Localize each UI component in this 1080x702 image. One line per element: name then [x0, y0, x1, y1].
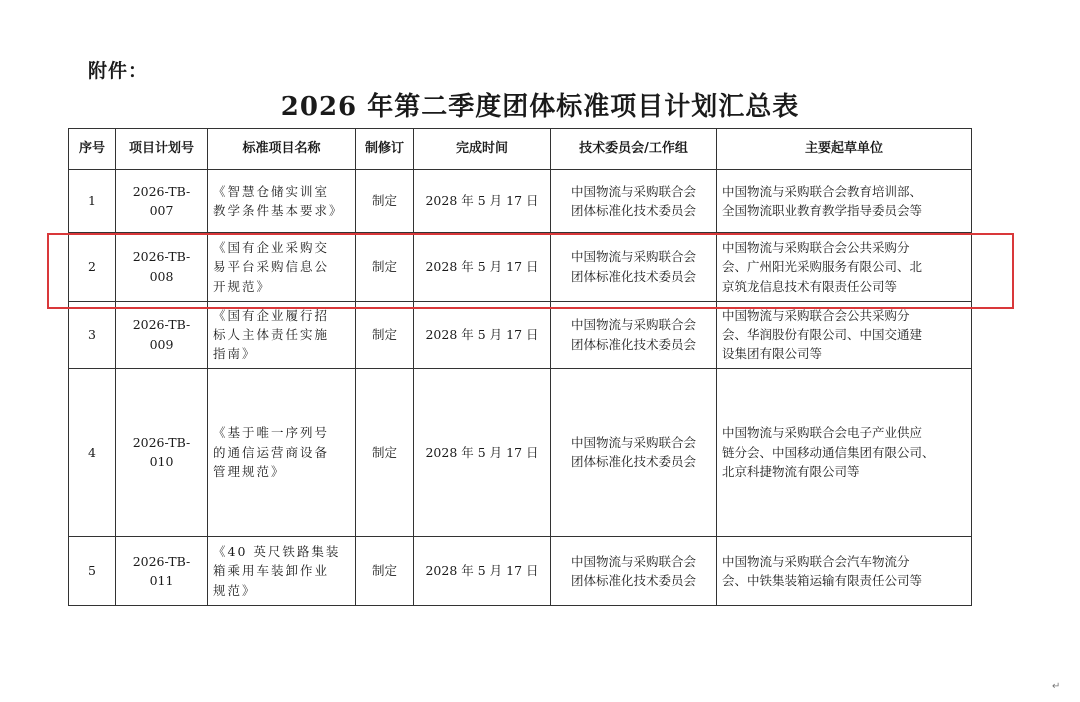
paragraph-mark: ↵ [1052, 681, 1061, 692]
row-no: 3 [69, 301, 116, 368]
column-header-no: 序号 [69, 129, 116, 170]
standard-name: 《40 英尺铁路集装 箱乘用车装卸作业 规范》 [208, 537, 356, 606]
column-header-plan-no: 项目计划号 [116, 129, 208, 170]
row-no: 5 [69, 537, 116, 606]
table-row [69, 232, 972, 301]
committee: 中国物流与采购联合会 团体标准化技术委员会 [551, 368, 717, 536]
plan-number: 2026-TB-010 [116, 368, 208, 536]
row-no: 1 [69, 170, 116, 233]
row-no: 4 [69, 368, 116, 536]
committee: 中国物流与采购联合会 团体标准化技术委员会 [551, 232, 717, 301]
standard-name: 《智慧仓储实训室 教学条件基本要求》 [208, 170, 356, 233]
completion-date: 2028 年 5 月 17 日 [414, 301, 551, 368]
standard-name: 《国有企业采购交 易平台采购信息公 开规范》 [208, 232, 356, 301]
revision-type: 制定 [356, 537, 414, 606]
committee: 中国物流与采购联合会 团体标准化技术委员会 [551, 301, 717, 368]
committee: 中国物流与采购联合会 团体标准化技术委员会 [551, 537, 717, 606]
page-title: 2026 年第二季度团体标准项目计划汇总表 [280, 92, 800, 122]
attachment-label: 附件： [88, 60, 149, 82]
plan-number: 2026-TB-009 [116, 301, 208, 368]
table-row [69, 537, 972, 606]
completion-date: 2028 年 5 月 17 日 [414, 368, 551, 536]
table-row [69, 301, 972, 368]
column-header-name: 标准项目名称 [208, 129, 356, 170]
standards-plan-table [68, 128, 972, 606]
revision-type: 制定 [356, 232, 414, 301]
drafting-units: 中国物流与采购联合会汽车物流分 会、中铁集装箱运输有限责任公司等 [717, 537, 972, 606]
drafting-units: 中国物流与采购联合会电子产业供应 链分会、中国移动通信集团有限公司、 北京科捷物流有限公司等 [717, 368, 972, 536]
revision-type: 制定 [356, 170, 414, 233]
revision-type: 制定 [356, 368, 414, 536]
committee: 中国物流与采购联合会 团体标准化技术委员会 [551, 170, 717, 233]
column-header-deadline: 完成时间 [414, 129, 551, 170]
drafting-units: 中国物流与采购联合会教育培训部、 全国物流职业教育教学指导委员会等 [717, 170, 972, 233]
drafting-units: 中国物流与采购联合会公共采购分 会、广州阳光采购服务有限公司、北 京筑龙信息技术有限责任公司等 [717, 232, 972, 301]
plan-number: 2026-TB-007 [116, 170, 208, 233]
completion-date: 2028 年 5 月 17 日 [414, 537, 551, 606]
column-header-committee: 技术委员会/工作组 [551, 129, 717, 170]
table-row [69, 170, 972, 233]
standard-name: 《基于唯一序列号 的通信运营商设备 管理规范》 [208, 368, 356, 536]
plan-number: 2026-TB-008 [116, 232, 208, 301]
column-header-drafters: 主要起草单位 [717, 129, 972, 170]
standard-name: 《国有企业履行招 标人主体责任实施 指南》 [208, 301, 356, 368]
column-header-type: 制修订 [356, 129, 414, 170]
completion-date: 2028 年 5 月 17 日 [414, 232, 551, 301]
row-no: 2 [69, 232, 116, 301]
completion-date: 2028 年 5 月 17 日 [414, 170, 551, 233]
table-row [69, 368, 972, 536]
plan-number: 2026-TB-011 [116, 537, 208, 606]
revision-type: 制定 [356, 301, 414, 368]
drafting-units: 中国物流与采购联合会公共采购分 会、华润股份有限公司、中国交通建 设集团有限公司等 [717, 301, 972, 368]
table-header-row [69, 129, 972, 170]
